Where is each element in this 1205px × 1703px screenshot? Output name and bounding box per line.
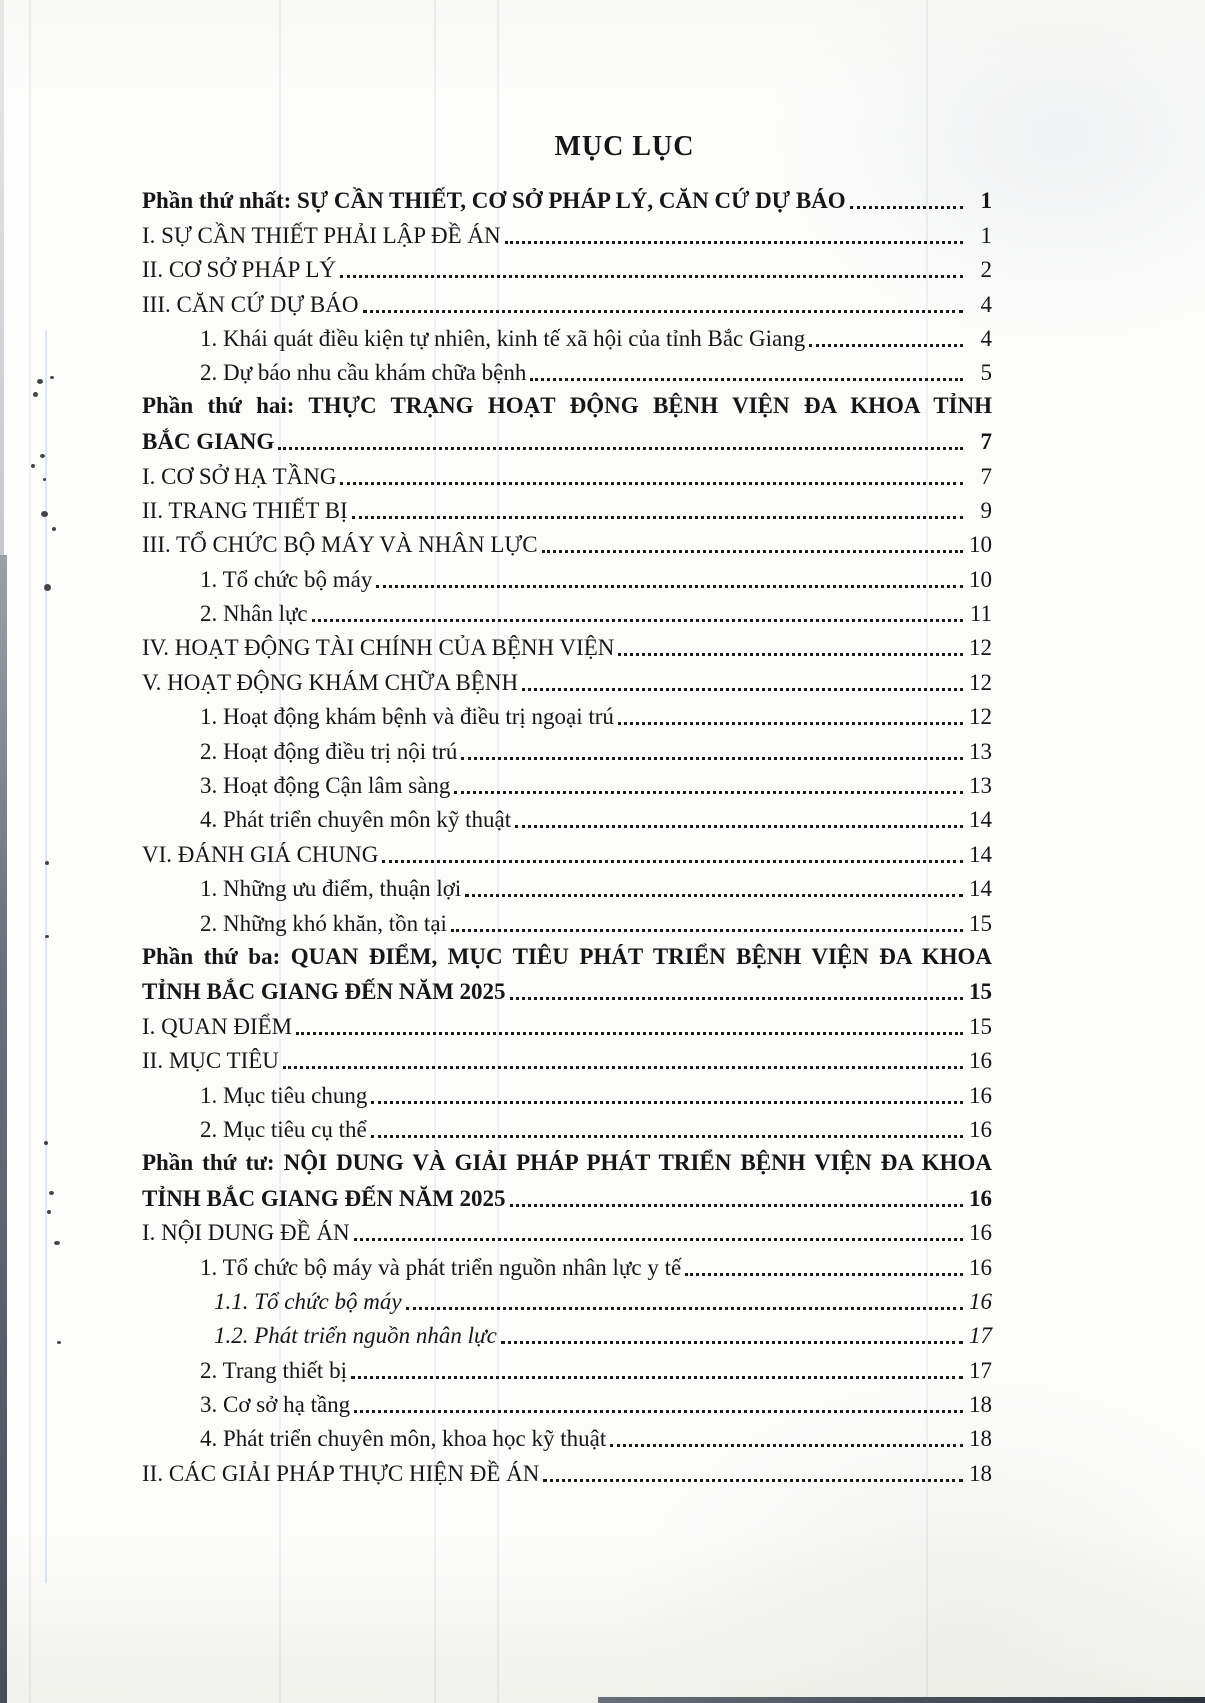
dot-leader [510, 1204, 963, 1207]
dot-leader [376, 585, 963, 588]
toc-entry-text: 3. Cơ sở hạ tầng [200, 1392, 351, 1418]
toc-entry-text: 1. Tổ chức bộ máy và phát triển nguồn nhân lực y tế [200, 1254, 682, 1280]
dot-leader [406, 1307, 963, 1310]
page-title: MỤC LỤC [554, 131, 695, 162]
toc-entry [142, 1283, 992, 1317]
toc-entry [142, 1317, 992, 1351]
toc-entry [142, 251, 992, 285]
toc-entry [142, 801, 992, 835]
toc-entry-text: 3. Hoạt động Cận lâm sàng [200, 773, 451, 799]
toc-entry [142, 492, 992, 526]
toc-entry [142, 182, 992, 216]
toc-part-label: Phần thứ tư: [142, 1149, 275, 1175]
toc-entry [142, 904, 992, 938]
toc-entry-page: 16 [969, 1220, 992, 1246]
toc-entry-text: 2. Trang thiết bị [200, 1357, 347, 1383]
toc-entry-page: 14 [969, 841, 992, 867]
toc-entry-page: 18 [969, 1460, 992, 1486]
toc-entry-text: 1. Hoạt động khám bệnh và điều trị ngoại trú [200, 704, 614, 730]
toc-entry-text: 2. Hoạt động điều trị nội trú [200, 738, 458, 764]
toc-entry-page: 5 [980, 360, 992, 386]
toc-entry-text: 1.2. Phát triển nguồn nhân lực [214, 1323, 497, 1349]
toc-entry-page: 16 [969, 1288, 992, 1314]
scan-speck [52, 527, 56, 531]
toc-entry-page: 2 [980, 257, 992, 283]
toc-entry [142, 1214, 992, 1248]
dot-leader [340, 275, 963, 278]
toc-entry-page: 14 [969, 807, 992, 833]
dot-leader [354, 1238, 963, 1241]
toc-entry-text: THỰC TRẠNG HOẠT ĐỘNG BỆNH VIỆN ĐA KHOA TỈNH [308, 393, 992, 419]
toc-entry-text: I. CƠ SỞ HẠ TẦNG [142, 463, 337, 489]
toc-entry-text: TỈNH BẮC GIANG ĐẾN NĂM 2025 [142, 979, 506, 1005]
dot-leader [501, 1341, 963, 1344]
dot-leader [618, 722, 963, 725]
fold-line [45, 330, 47, 1583]
toc-entry-text: II. CÁC GIẢI PHÁP THỰC HIỆN ĐỀ ÁN [142, 1460, 540, 1486]
dot-leader [522, 688, 963, 691]
toc-entry [142, 698, 992, 732]
dot-leader [515, 825, 963, 828]
toc-entry-page: 7 [980, 463, 992, 489]
scan-speck [31, 464, 35, 468]
dot-leader [283, 1066, 963, 1069]
left-edge-shadow [0, 555, 7, 1703]
toc-entry [142, 1111, 992, 1145]
toc-entry-text: II. CƠ SỞ PHÁP LÝ [142, 257, 337, 283]
dot-leader [850, 206, 963, 209]
toc-entry-text: 1.1. Tổ chức bộ máy [214, 1288, 402, 1314]
toc-entry-page: 15 [969, 910, 992, 936]
toc-entry [142, 595, 992, 629]
dot-leader [530, 378, 963, 381]
toc-part-label: Phần thứ ba: [142, 943, 281, 969]
toc-entry [142, 423, 992, 457]
scan-speck [50, 376, 54, 379]
toc-entry-text: 1. Tổ chức bộ máy [200, 566, 373, 592]
dot-leader [296, 1032, 963, 1035]
toc-entry [142, 835, 992, 869]
toc-entry-page: 1 [980, 188, 992, 214]
toc-entry [142, 663, 992, 697]
toc-entry-text: I. QUAN ĐIỂM [142, 1013, 293, 1039]
toc-entry-text: 2. Những khó khăn, tồn tại [200, 910, 447, 936]
scan-speck [54, 1241, 60, 1245]
toc-entry-page: 15 [969, 1013, 992, 1039]
toc-entry [142, 1386, 992, 1420]
dot-leader [461, 757, 963, 760]
toc-entry-page: 14 [969, 876, 992, 902]
toc-entry-text: IV. HOẠT ĐỘNG TÀI CHÍNH CỦA BỆNH VIỆN [142, 635, 615, 661]
toc-entry-text: V. HOẠT ĐỘNG KHÁM CHỮA BỆNH [142, 669, 519, 695]
toc-entry [142, 320, 992, 354]
toc-entry-page: 4 [980, 325, 992, 351]
toc-entry-page: 18 [969, 1392, 992, 1418]
toc-entry-text: VI. ĐÁNH GIÁ CHUNG [142, 841, 379, 867]
dot-leader [451, 929, 963, 932]
toc-entry-text: 2. Dự báo nhu cầu khám chữa bệnh [200, 360, 527, 386]
toc-entry [142, 216, 992, 250]
dot-leader [610, 1444, 963, 1447]
toc-entry-text: 2. Nhân lực [200, 601, 308, 627]
dot-leader [510, 997, 963, 1000]
dot-leader [382, 860, 963, 863]
dot-leader [312, 619, 963, 622]
left-edge-shadow [0, 0, 4, 555]
dot-leader [340, 482, 963, 485]
toc-entry-text: QUAN ĐIỂM, MỤC TIÊU PHÁT TRIỂN BỆNH VIỆN ĐA KHOA [290, 943, 992, 969]
toc-entry-page: 17 [969, 1357, 992, 1383]
dot-leader [278, 447, 963, 450]
toc-entry [142, 1076, 992, 1110]
scan-speck [40, 454, 45, 458]
toc-entry-page: 11 [969, 601, 992, 627]
toc-entry-page: 13 [969, 773, 992, 799]
toc-entry-text: II. TRANG THIẾT BỊ [142, 497, 348, 523]
toc-entry-page: 12 [969, 704, 992, 730]
toc-entry [142, 1179, 992, 1213]
toc-entry-page: 16 [969, 1254, 992, 1280]
toc-entry-text: 1. Mục tiêu chung [200, 1082, 368, 1108]
dot-leader [363, 310, 964, 313]
scan-speck [45, 935, 49, 938]
bottom-edge-shadow [598, 1697, 1205, 1703]
dot-leader [454, 791, 963, 794]
scan-speck [49, 1191, 54, 1195]
toc-entry-page: 16 [969, 1185, 992, 1211]
toc-entry-page: 16 [969, 1116, 992, 1142]
dot-leader [542, 550, 963, 553]
toc-entry [142, 526, 992, 560]
toc-entry-text: III. CĂN CỨ DỰ BÁO [142, 291, 359, 317]
scan-speck [57, 1341, 61, 1344]
toc-entry-page: 17 [969, 1323, 992, 1349]
toc-entry-page: 16 [969, 1082, 992, 1108]
toc-entry [142, 1248, 992, 1282]
toc-entry-line1 [142, 939, 992, 973]
toc-entry-page: 10 [969, 532, 992, 558]
toc-entry-page: 13 [969, 738, 992, 764]
scan-speck [44, 584, 51, 591]
dot-leader [505, 241, 963, 244]
scan-speck [41, 511, 48, 517]
scan-speck [43, 478, 46, 481]
toc-entry-text: I. SỰ CẦN THIẾT PHẢI LẬP ĐỀ ÁN [142, 222, 501, 248]
toc-entry [142, 1351, 992, 1385]
toc-entry [142, 354, 992, 388]
toc-entry-page: 12 [969, 635, 992, 661]
dot-leader [685, 1273, 963, 1276]
toc-entry [142, 1420, 992, 1454]
toc-entry-text: Phần thứ nhất: SỰ CẦN THIẾT, CƠ SỞ PHÁP LÝ, CĂN CỨ DỰ BÁO [142, 188, 846, 214]
dot-leader [352, 516, 963, 519]
dot-leader [618, 653, 963, 656]
toc-entry-page: 15 [969, 979, 992, 1005]
dot-leader [351, 1376, 963, 1379]
toc-entry-page: 4 [980, 291, 992, 317]
toc-entry [142, 870, 992, 904]
dot-leader [371, 1101, 963, 1104]
scan-speck [47, 1210, 51, 1214]
toc-entry-text: 1. Khái quát điều kiện tự nhiên, kinh tế xã hội của tỉnh Bắc Giang [200, 325, 806, 351]
toc-entry-page: 10 [969, 566, 992, 592]
dot-leader [465, 894, 963, 897]
toc-entry-page: 18 [969, 1426, 992, 1452]
toc-entry [142, 767, 992, 801]
toc-entry-page: 7 [980, 429, 992, 455]
fold-line [29, 0, 31, 1703]
toc-entry [142, 732, 992, 766]
toc-entry-page: 9 [980, 497, 992, 523]
toc-entry [142, 1007, 992, 1041]
toc-entry-text: II. MỤC TIÊU [142, 1048, 279, 1074]
toc-entry-page: 1 [980, 222, 992, 248]
toc-entry [142, 457, 992, 491]
dot-leader [371, 1135, 963, 1138]
toc-entry-text: 1. Những ưu điểm, thuận lợi [200, 876, 462, 902]
toc-entry [142, 973, 992, 1007]
toc-entry-text: 4. Phát triển chuyên môn kỹ thuật [200, 807, 512, 833]
toc-entry-line1 [142, 1145, 992, 1179]
scan-speck [33, 392, 38, 397]
toc-part-label: Phần thứ hai: [142, 393, 295, 419]
toc-entry [142, 629, 992, 663]
toc-entry-text: NỘI DUNG VÀ GIẢI PHÁP PHÁT TRIỂN BỆNH VIỆN ĐA KHOA [283, 1149, 992, 1175]
toc-entry-line1 [142, 388, 992, 422]
toc-entry-page: 16 [969, 1048, 992, 1074]
toc-list [142, 182, 992, 1489]
scan-speck [37, 379, 43, 384]
toc-entry-text: I. NỘI DUNG ĐỀ ÁN [142, 1220, 350, 1246]
scan-speck [44, 1141, 48, 1145]
dot-leader [543, 1479, 963, 1482]
toc-entry [142, 1042, 992, 1076]
toc-entry-text: BẮC GIANG [142, 429, 275, 455]
toc-entry-text: III. TỔ CHỨC BỘ MÁY VÀ NHÂN LỰC [142, 532, 538, 558]
toc-entry [142, 1454, 992, 1488]
toc-entry-text: 2. Mục tiêu cụ thể [200, 1116, 367, 1142]
dot-leader [809, 344, 963, 347]
toc-entry-text: 4. Phát triển chuyên môn, khoa học kỹ thuật [200, 1426, 607, 1452]
toc-entry [142, 285, 992, 319]
toc-entry [142, 560, 992, 594]
toc-entry-page: 12 [969, 669, 992, 695]
scan-speck [45, 861, 49, 865]
dot-leader [354, 1410, 963, 1413]
toc-entry-text: TỈNH BẮC GIANG ĐẾN NĂM 2025 [142, 1185, 506, 1211]
